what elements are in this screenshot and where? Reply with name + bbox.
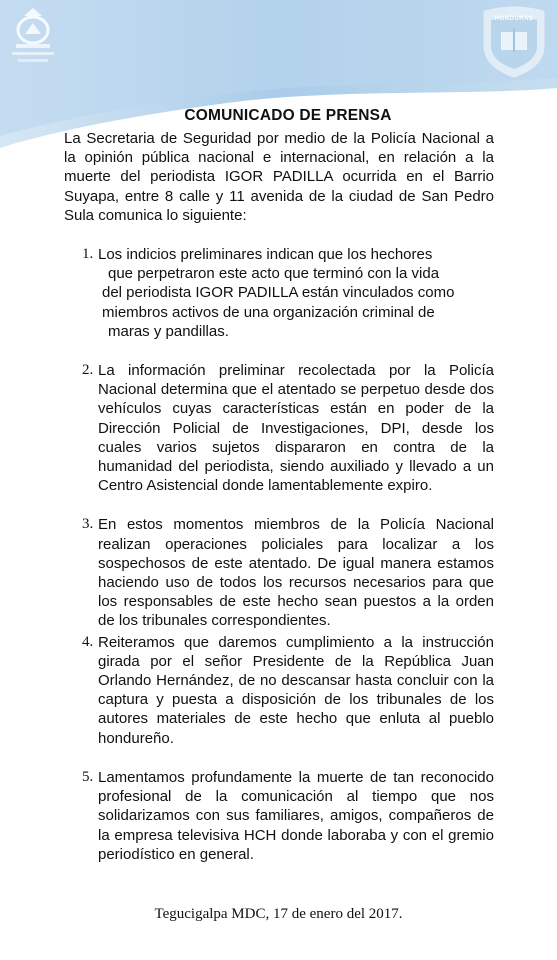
- list-item: [64, 515, 494, 630]
- list-item: [64, 633, 494, 748]
- item-text: Reiteramos que daremos cumplimiento a la instrucción girada por el señor Presidente de la República Juan Orlando Hernández, de no descansar hasta concluir con la captura y puesta a disposición de los tribunales de los autores materiales de este hecho que enluta al pueblo hondureño.: [98, 633, 494, 747]
- item-line: maras y pandillas.: [108, 322, 229, 340]
- footer-text: Tegucigalpa MDC, 17 de enero del 2017.: [154, 906, 403, 922]
- place-date-footer: [0, 906, 557, 923]
- item-line: que perpetraron este acto que terminó con la vida: [108, 265, 440, 283]
- list-item: [64, 768, 494, 864]
- press-release: [64, 107, 494, 864]
- item-number: 4.: [82, 633, 94, 650]
- item-number: 3.: [82, 516, 94, 533]
- item-text: En estos momentos miembros de la Policía Nacional realizan operaciones policiales para localizar a los sospechosos de este atentado. De igual manera estamos haciendo uso de todos los recursos necesarios para que los responsables de este hecho sean puestos a la orden de los tribunales correspondientes.: [98, 516, 494, 630]
- item-text: Lamentamos profundamente la muerte de tan reconocido profesional de la comunicación al tiempo que nos solidarizamos con sus familiares, amigos, compañeros de la empresa televisiva HCH donde laboraba y con el gremio periodístico en general.: [98, 768, 494, 863]
- item-line: Los indicios preliminares indican que los hechores: [98, 246, 433, 264]
- item-number: 2.: [82, 362, 94, 379]
- page-title: COMUNICADO DE PRENSA: [184, 107, 392, 124]
- item-number: 1.: [82, 246, 94, 263]
- list-item: [64, 245, 494, 341]
- item-line: del periodista IGOR PADILLA están vinculados como: [102, 284, 455, 302]
- intro-paragraph: La Secretaria de Seguridad por medio de la Policía Nacional a la opinión pública nacional e internacional, en relación a la muerte del periodista IGOR PADILLA ocurrida en el Barrio Suyapa, entre 8 calle y 11 avenida de la ciudad de San Pedro Sula comunica lo siguiente:: [64, 130, 494, 224]
- badge-text: HONDURAS: [494, 16, 534, 22]
- police-badge-icon: [479, 6, 549, 78]
- coat-of-arms-icon: [8, 6, 58, 68]
- list-item: [64, 361, 494, 495]
- item-text: La información preliminar recolectada por la Policía Nacional determina que el atentado se perpetuo desde dos vehículos cuyas características están en poder de la Dirección Policial de Investigaciones, DPI, desde los cuales varios sujetos dispararon en contra de la humanidad del periodista, siendo auxiliado y llevado a un Centro Asistencial donde lamentablemente expiro.: [98, 362, 494, 495]
- item-number: 5.: [82, 768, 94, 785]
- statement-list: [64, 245, 494, 864]
- item-line: miembros activos de una organización criminal de: [102, 303, 435, 321]
